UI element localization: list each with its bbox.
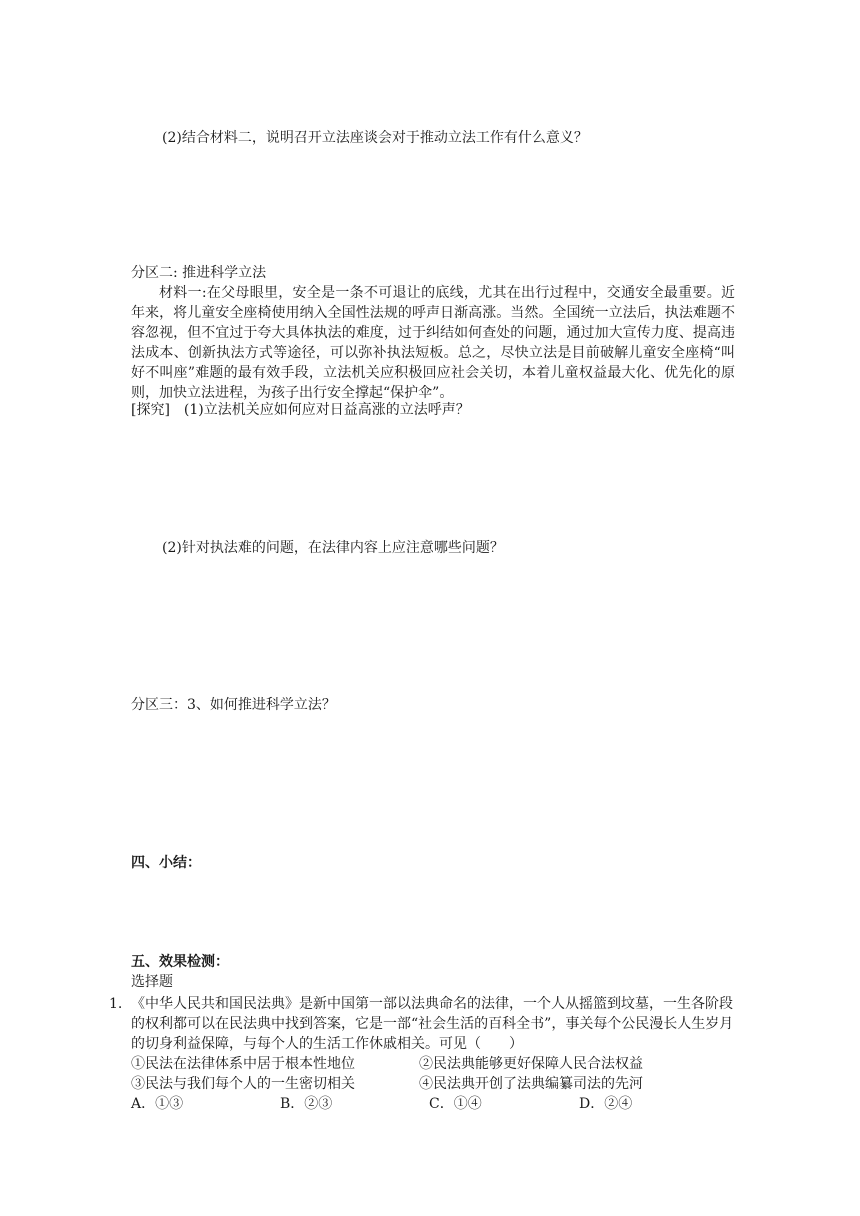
choice-c: C．①④ [429, 1096, 482, 1112]
explore-question-2: (2)针对执法难的问题，在法律内容上应注意哪些问题？ [162, 540, 504, 556]
check-heading: 五、效果检测： [131, 954, 229, 970]
statement-1: ①民法在法律体系中居于根本性地位 [131, 1056, 355, 1072]
statement-row-1 [131, 1054, 735, 1074]
choice-b: B．②③ [280, 1096, 333, 1112]
choice-d: D．②④ [579, 1096, 633, 1112]
question-2-section1: (2)结合材料二，说明召开立法座谈会对于推动立法工作有什么意义？ [162, 130, 588, 146]
answer-choices [131, 1094, 735, 1114]
statement-row-2 [131, 1074, 735, 1094]
question-1 [109, 994, 735, 1054]
statement-4: ④民法典开创了法典编纂司法的先河 [419, 1076, 643, 1092]
choice-subheading: 选择题 [131, 974, 173, 990]
question-text: 《中华人民共和国民法典》是新中国第一部以法典命名的法律，一个人从摇篮到坟墓，一生各阶段的权利都可以在民法典中找到答案，它是一部“社会生活的百科全书”，事关每个公民漫长人生岁月的切身利益保障，与每个人的生活工作休戚相关。可见（ ） [131, 996, 734, 1052]
section2-material: 材料一:在父母眼里，安全是一条不可退让的底线，尤其在出行过程中，交通安全最重要。近年来，将儿童安全座椅使用纳入全国性法规的呼声日渐高涨。当然。全国统一立法后，执法难题不容忽视，但不宜过于夸大具体执法的难度，过于纠结如何查处的问题，通过加大宣传力度、提高违法成本、创新执法方式等途径，可以弥补执法短板。总之，尽快立法是目前破解儿童安全座椅“叫好不叫座”难题的最有效手段，立法机关应积极回应社会关切，本着儿童权益最大化、优先化的原则，加快立法进程，为孩子出行安全撑起“保护伞”。 [131, 285, 735, 401]
statement-3: ③民法与我们每个人的一生密切相关 [131, 1076, 355, 1092]
explore-question-1: [探究] (1)立法机关应如何应对日益高涨的立法呼声？ [131, 402, 470, 418]
choice-a: A．①③ [131, 1096, 184, 1112]
summary-heading: 四、小结： [131, 855, 201, 871]
section3-heading: 分区三：3、如何推进科学立法？ [131, 697, 336, 713]
statement-2: ②民法典能够更好保障人民合法权益 [419, 1056, 643, 1072]
question-number: 1. [109, 996, 123, 1012]
section2-heading: 分区二: 推进科学立法 [131, 265, 267, 281]
